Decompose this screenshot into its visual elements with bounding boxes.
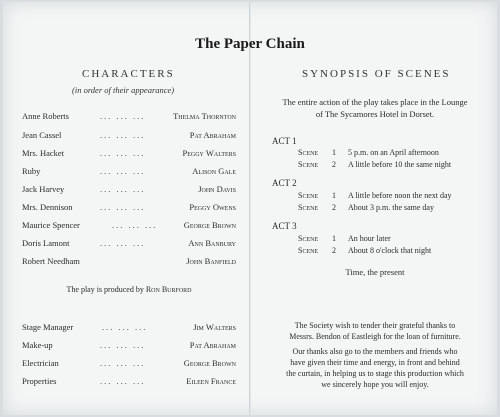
- setting-text: [262, 96, 488, 120]
- setting-line: The entire action of the play takes place in the Lounge: [282, 97, 468, 107]
- crew-role: Electrician: [22, 358, 59, 368]
- scene-label: Scene: [298, 203, 319, 212]
- scene-description: About 3 p.m. the same day: [348, 203, 434, 212]
- scene-number: 2: [332, 160, 336, 169]
- scene-number: 1: [332, 191, 336, 200]
- scene-description: 5 p.m. on an April afternoon: [348, 148, 439, 157]
- thanks-furniture: [262, 320, 488, 342]
- cast-row: [22, 202, 236, 214]
- cast-row: [22, 256, 236, 268]
- scene-description: An hour later: [348, 234, 391, 243]
- role-name: Mrs. Dennison: [22, 202, 73, 212]
- actor-name: Alison Gale: [192, 166, 236, 176]
- leader-dots: ... ... ...: [112, 220, 158, 230]
- actor-name: George Brown: [183, 220, 236, 230]
- leader-dots: ... ... ...: [100, 184, 146, 194]
- actor-name: Pat Abraham: [189, 130, 236, 140]
- producer-credit: [22, 285, 236, 294]
- scene-number: 1: [332, 234, 336, 243]
- role-name: Maurice Spencer: [22, 220, 80, 230]
- scene-row: [298, 160, 451, 169]
- crew-role: Stage Manager: [22, 322, 74, 332]
- scene-description: A little before noon the next day: [348, 191, 452, 200]
- synopsis-heading: SYNOPSIS OF SCENES: [302, 68, 451, 80]
- actor-name: Ann Banbury: [188, 238, 236, 248]
- time-setting: Time, the present: [345, 267, 405, 277]
- act-label: ACT 3: [272, 221, 297, 231]
- thanks-line: The Society wish to tender their grateful thanks to: [294, 321, 456, 330]
- leader-dots: ... ... ...: [100, 111, 146, 121]
- leader-dots: ... ... ...: [100, 130, 146, 140]
- cast-row: [22, 184, 236, 196]
- producer-label: The play is produced by: [66, 285, 144, 294]
- scene-number: 2: [332, 246, 336, 255]
- act-label: ACT 2: [272, 178, 297, 188]
- actor-name: Peggy Walters: [182, 148, 236, 158]
- characters-heading: CHARACTERS: [82, 68, 175, 80]
- setting-line: of The Sycamores Hotel in Dorset.: [315, 109, 435, 119]
- crew-row: [22, 358, 236, 370]
- crew-row: [22, 322, 236, 334]
- cast-row: [22, 111, 236, 123]
- thanks-line: Messrs. Bendon of Eastleigh for the loan of furniture.: [289, 332, 461, 341]
- role-name: Robert Needham: [22, 256, 80, 266]
- cast-row: [22, 166, 236, 178]
- role-name: Mrs. Hacket: [22, 148, 65, 158]
- cast-row: [22, 130, 236, 142]
- scene-number: 1: [332, 148, 336, 157]
- scene-description: A little before 10 the same night: [348, 160, 452, 169]
- scene-row: [298, 234, 391, 243]
- thanks-line: we sincerely hope you will enjoy.: [321, 380, 429, 389]
- scene-label: Scene: [298, 160, 319, 169]
- cast-row: [22, 148, 236, 160]
- page-fold: [249, 2, 251, 415]
- producer-name: Ron Burford: [145, 285, 192, 294]
- actor-name: John Davis: [198, 184, 236, 194]
- characters-subheading: (in order of their appearance): [72, 85, 175, 95]
- actor-name: Peggy Owens: [189, 202, 236, 212]
- crew-name: Eileen France: [186, 376, 236, 386]
- scene-label: Scene: [298, 191, 319, 200]
- crew-role: Properties: [22, 376, 57, 386]
- scene-number: 2: [332, 203, 336, 212]
- scene-label: Scene: [298, 148, 319, 157]
- leader-dots: ... ... ...: [100, 376, 146, 386]
- thanks-members: [262, 346, 488, 390]
- leader-dots: ... ... ...: [100, 148, 146, 158]
- actor-name: Thelma Thornton: [173, 111, 236, 121]
- leader-dots: ... ... ...: [100, 358, 146, 368]
- leader-dots: ... ... ...: [100, 238, 146, 248]
- actor-name: John Banfield: [186, 256, 236, 266]
- leader-dots: ... ... ...: [100, 340, 146, 350]
- role-name: Anne Roberts: [22, 111, 69, 121]
- thanks-line: have given their time and energy, in front and behind: [290, 358, 460, 367]
- scene-description: About 8 o'clock that night: [348, 246, 432, 255]
- crew-name: George Brown: [183, 358, 236, 368]
- crew-role: Make-up: [22, 340, 53, 350]
- role-name: Jean Cassel: [22, 130, 62, 140]
- role-name: Doris Lamont: [22, 238, 70, 248]
- scene-row: [298, 191, 452, 200]
- scene-row: [298, 246, 431, 255]
- scene-row: [298, 203, 434, 212]
- leader-dots: ... ... ...: [100, 166, 146, 176]
- crew-row: [22, 340, 236, 352]
- act-label: ACT 1: [272, 136, 297, 146]
- thanks-line: the curtain, in helping us to stage this production which: [286, 369, 464, 378]
- leader-dots: ... ... ...: [102, 322, 148, 332]
- cast-row: [22, 220, 236, 232]
- scene-row: [298, 148, 439, 157]
- crew-name: Pat Abraham: [189, 340, 236, 350]
- thanks-line: Our thanks also go to the members and friends who: [292, 347, 458, 356]
- role-name: Ruby: [22, 166, 41, 176]
- cast-row: [22, 238, 236, 250]
- role-name: Jack Harvey: [22, 184, 65, 194]
- crew-row: [22, 376, 236, 388]
- scene-label: Scene: [298, 246, 319, 255]
- scene-label: Scene: [298, 234, 319, 243]
- play-title: The Paper Chain: [195, 36, 305, 52]
- leader-dots: ... ... ...: [100, 202, 146, 212]
- crew-name: Jim Walters: [193, 322, 236, 332]
